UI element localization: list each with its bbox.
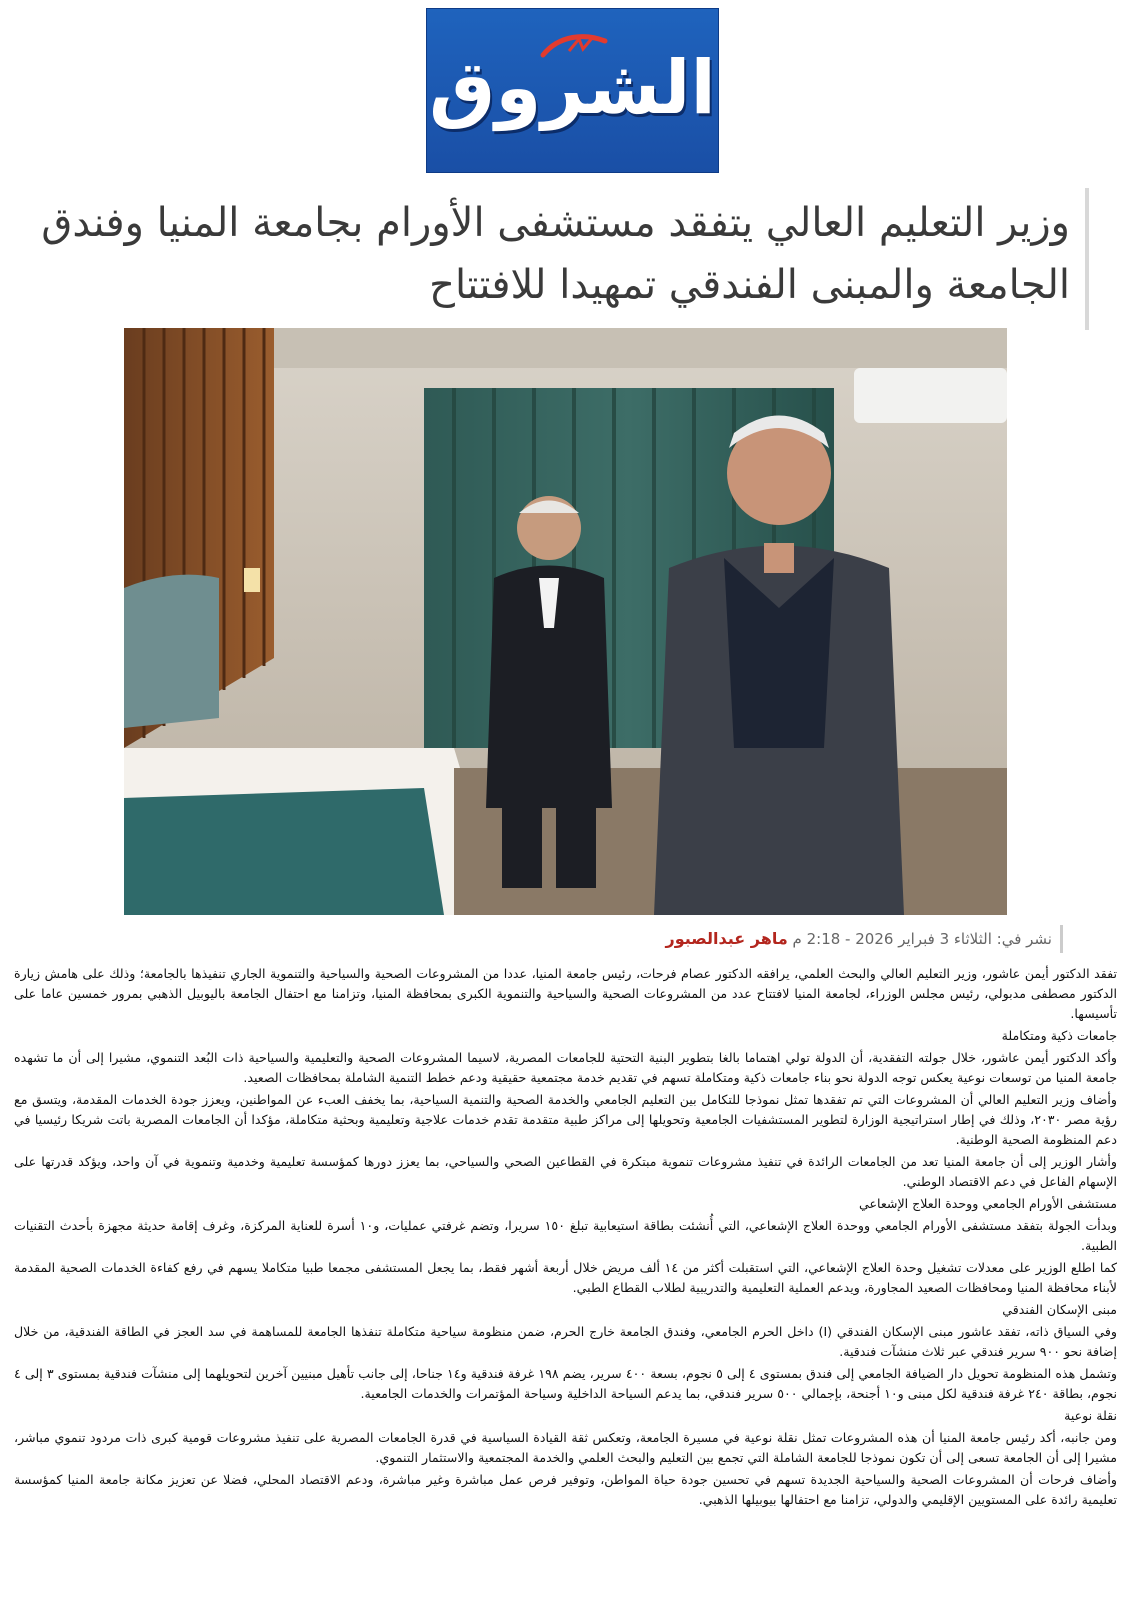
paragraph: وأضاف فرحات أن المشروعات الصحية والسياحية الجديدة تسهم في تحسين جودة حياة المواطن، وتوفير فرص عمل مباشرة وغير مباشرة، ودعم الاقتصاد المحلي، فضلا عن تعزيز مكانة جامعة المنيا كمؤسسة تعليمية رائدة على المستويين الإقليمي والدولي، تزامنا مع احتفالها بيوبيلها الذهبي. <box>14 1472 1117 1507</box>
article-meta <box>500 924 1052 954</box>
section-heading: مبنى الإسكان الفندقي <box>1002 1302 1117 1317</box>
section-heading: مستشفى الأورام الجامعي ووحدة العلاج الإشعاعي <box>858 1196 1117 1211</box>
paragraph: تفقد الدكتور أيمن عاشور، وزير التعليم العالي والبحث العلمي، يرافقه الدكتور عصام فرحات، رئيس جامعة المنيا، عددا من المشروعات الصحية والسياحية والتنموية الجاري تنفيذها بالجامعة؛ وذلك على هامش زيارة الدكتور مصطفى مدبولي، رئيس مجلس الوزراء، لجامعة المنيا لافتتاح عدد من المشروعات الصحية والسياحية والتنموية الكبرى بمحافظة المنيا، وتزامنا مع احتفال الجامعة باليوبيل الذهبي بمرور خمسين عاما على تأسيسها. <box>14 966 1117 1021</box>
article-photo <box>124 328 1007 915</box>
meta-accent-bar <box>1060 925 1063 953</box>
paragraph: وأكد الدكتور أيمن عاشور، خلال جولته التفقدية، أن الدولة تولي اهتماما بالغا بتطوير البنية التحتية للجامعات المصرية، لاسيما المشروعات الصحية والتعليمية والسياحية ذات البُعد التنموي، مشيرا إلى أن ما تشهده جامعة المنيا من توسعات نوعية يعكس توجه الدولة نحو بناء جامعات ذكية ومتكاملة تسهم في تقديم خدمة مجتمعية حقيقية ودعم خطط التنمية الشاملة بمحافظات الصعيد. <box>14 1050 1117 1085</box>
paragraph: كما اطلع الوزير على معدلات تشغيل وحدة العلاج الإشعاعي، التي استقبلت أكثر من ١٤ ألف مريض خلال أربعة أشهر فقط، بما يجعل المستشفى مجمعا طبيا متكاملا يسهم في رفع كفاءة الخدمات الصحية المقدمة لأبناء محافظة المنيا ومحافظات الصعيد المجاورة، ويدعم العملية التعليمية والتدريبية لطلاب القطاع الطبي. <box>14 1260 1117 1295</box>
section-heading: جامعات ذكية ومتكاملة <box>1001 1028 1117 1043</box>
author-name[interactable]: ماهر عبدالصبور <box>665 929 788 948</box>
paragraph: وأشار الوزير إلى أن جامعة المنيا تعد من الجامعات الرائدة في تنفيذ مشروعات تنموية مبتكرة في القطاعين الصحي والسياحي، بما يعزز دورها كمؤسسة تعليمية وخدمية وتنموية في آن واحد، ويؤكد قدرتها على الإسهام الفاعل في دعم الاقتصاد الوطني. <box>14 1154 1117 1189</box>
paragraph: ومن جانبه، أكد رئيس جامعة المنيا أن هذه المشروعات تمثل نقلة نوعية في مسيرة الجامعة، وتعكس ثقة القيادة السياسية في قدرة الجامعات المصرية على تنفيذ مشروعات قومية كبرى ذات مردود تنموي مباشر، مشيرا إلى أن الجامعة تسعى إلى أن تكون نموذجا للجامعة الشاملة التي تجمع بين التعليم والبحث العلمي والخدمة المجتمعية والاستثمار التنموي. <box>14 1430 1117 1465</box>
article-headline: وزير التعليم العالي يتفقد مستشفى الأورام بجامعة المنيا وفندق الجامعة والمبنى الفندقي تمهيدا للافتتاح <box>41 200 1070 308</box>
paragraph: وأضاف وزير التعليم العالي أن المشروعات التي تم تفقدها تمثل نموذجا للتكامل بين التعليم الجامعي والخدمة الصحية والتنمية السياحية، بما يخفف العبء عن المواطنين، ويعزز جودة الخدمات المقدمة، ويتسق مع رؤية مصر ٢٠٣٠، وذلك في إطار استراتيجية الوزارة لتطوير المستشفيات الجامعية وتحويلها إلى مراكز طبية متقدمة تقدم خدمات علاجية وتعليمية وبحثية متكاملة، مؤكدا أن الجامعات المصرية باتت شريكا رئيسيا في دعم المنظومة الصحية الوطنية. <box>14 1092 1117 1147</box>
section-heading: نقلة نوعية <box>1064 1408 1117 1423</box>
logo-text: الشروق <box>429 45 716 131</box>
paragraph: وتشمل هذه المنظومة تحويل دار الضيافة الجامعي إلى فندق بمستوى ٤ إلى ٥ نجوم، بسعة ٤٠٠ سرير، يضم ١٩٨ غرفة فندقية و١٤ جناحا، إلى جانب تأهيل مبنيين آخرين لتحويلهما إلى منشآت فندقية بمستوى ٣ إلى ٤ نجوم، بطاقة ٢٤٠ غرفة فندقية لكل مبنى و١٠ أجنحة، بإجمالي ٥٠٠ سرير فندقي، بما يدعم السياحة الداخلية وسياحة المؤتمرات والخدمات الجامعية. <box>14 1366 1117 1401</box>
paragraph: وبدأت الجولة بتفقد مستشفى الأورام الجامعي ووحدة العلاج الإشعاعي، التي أُنشئت بطاقة استيعابية تبلغ ١٥٠ سريرا، وتضم غرفتي عمليات، و١٠ أسرة للعناية المركزة، وغرف إقامة حديثة مجهزة بأحدث التقنيات الطبية. <box>14 1218 1118 1253</box>
news-photo-two-men-hotel-room <box>124 328 1007 915</box>
newspaper-logo[interactable] <box>426 8 719 173</box>
article-body <box>14 964 1117 1512</box>
published-date: نشر في: الثلاثاء 3 فبراير 2026 - 2:18 م <box>792 930 1052 948</box>
title-accent-bar <box>1085 188 1089 330</box>
paragraph: وفي السياق ذاته، تفقد عاشور مبنى الإسكان الفندقي (I) داخل الحرم الجامعي، وفندق الجامعة خارج الحرم، ضمن منظومة سياحية متكاملة تنفذها الجامعة للمساهمة في سد العجز في الطاقة الفندقية، من خلال إضافة نحو ٩٠٠ سرير فندقي عبر ثلاث منشآت فندقية. <box>14 1324 1118 1359</box>
